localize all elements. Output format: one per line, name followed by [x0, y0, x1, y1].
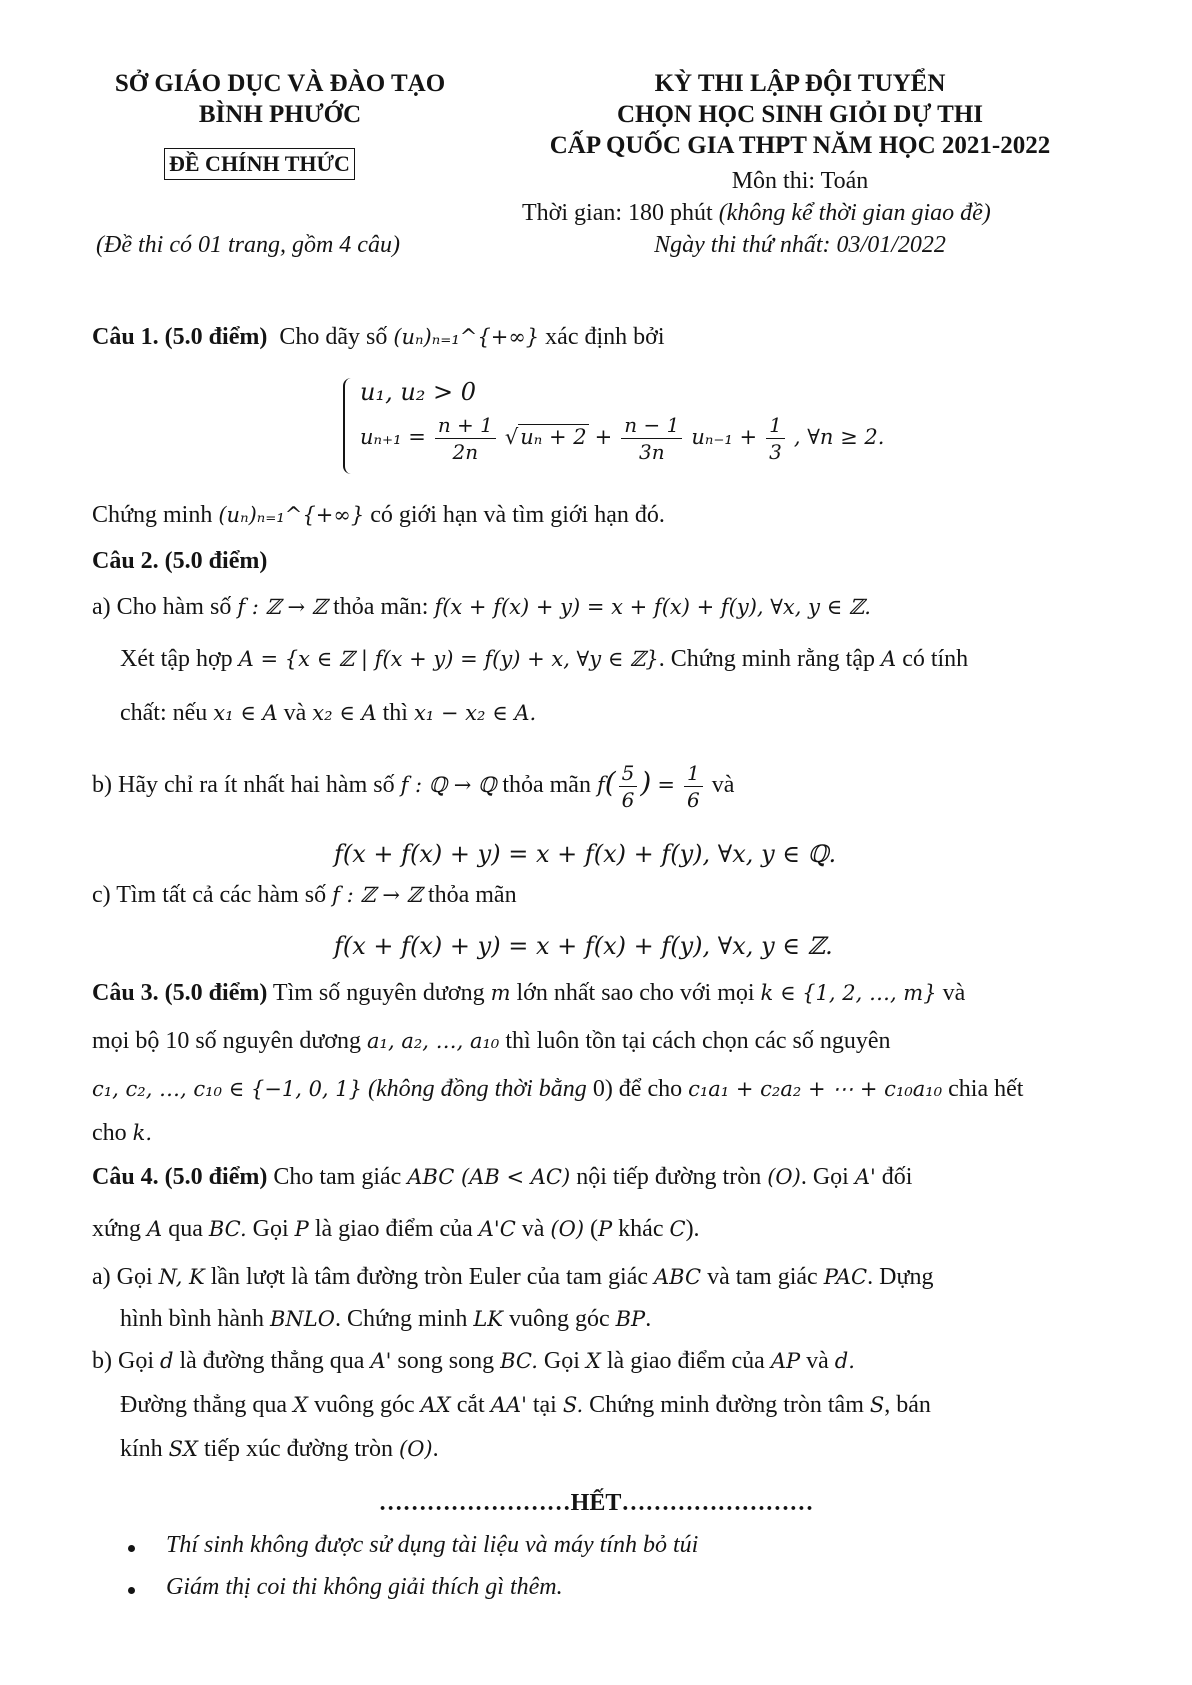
- q1-frac3-den: 3: [769, 440, 782, 464]
- q2b-frac1: [619, 760, 638, 813]
- official-stamp-box: ĐỀ CHÍNH THỨC: [164, 148, 355, 180]
- q4-l2c: Gọi: [252, 1216, 289, 1242]
- exam-title-line3: CẤP QUỐC GIA THPT NĂM HỌC 2021-2022: [549, 132, 1051, 159]
- q4-label: Câu 4. (5.0 điểm): [92, 1164, 268, 1190]
- q3-line2: [92, 1028, 891, 1055]
- q3-l1m: m: [490, 981, 511, 1005]
- q4-l2-bc: BC.: [208, 1217, 247, 1241]
- q2a-set-line: [120, 646, 968, 673]
- q4-l1o: (O): [767, 1165, 801, 1189]
- q2b-line: b) Hãy chỉ ra ít nhất hai hàm số f : ℚ → ℚ thỏa mãn f( $\frac{5}{6}$ ) = $\frac{1}{6}$ và: [92, 761, 735, 812]
- q4b-l1a: b) Gọi: [92, 1348, 154, 1374]
- q4b-l2b: vuông góc: [313, 1392, 415, 1418]
- q4a-l1a: a) Gọi: [92, 1264, 153, 1290]
- q4b-l2c: cắt: [456, 1392, 485, 1418]
- q1-system-brace: [343, 378, 351, 474]
- q1-frac2-den: 3n: [638, 440, 665, 464]
- q4b-sx: SX: [168, 1437, 199, 1461]
- q4b-line2: [120, 1392, 931, 1419]
- q4a-l2b: . Chứng minh: [334, 1306, 468, 1332]
- q3-line4: [92, 1120, 152, 1147]
- q4a-line2: [120, 1306, 651, 1333]
- q4b-d2: d.: [834, 1349, 855, 1373]
- exam-title-line1: KỲ THI LẬP ĐỘI TUYỂN: [654, 70, 946, 97]
- q1-mid: uₙ₋₁ +: [691, 425, 758, 450]
- q4b-l3b: tiếp xúc đường tròn: [204, 1436, 394, 1462]
- q2c-equation: f(x + f(x) + y) = x + f(x) + f(y), ∀x, y ∈ ℤ.: [334, 932, 833, 960]
- q2a-set-a: A: [881, 647, 897, 671]
- q2a-prop-2: x₂ ∈ A: [312, 701, 377, 725]
- q3-l3m: c₁, c₂, …, c₁₀ ∈ {−1, 0, 1}: [92, 1077, 363, 1101]
- q2a-map: f : ℤ → ℤ: [237, 595, 328, 619]
- q2a-prop-and: và: [283, 700, 307, 726]
- exam-title: [480, 68, 1120, 161]
- q2a-property-line: [120, 700, 536, 727]
- q4-line1: [92, 1164, 912, 1191]
- bullet-icon: [128, 1545, 135, 1552]
- q4b-ax: AX: [420, 1393, 451, 1417]
- q2a-prop-3: x₁ − x₂ ∈ A.: [413, 701, 537, 725]
- footer-note-2: Giám thị coi thi không giải thích gì thêm.: [166, 1574, 563, 1600]
- q3-l1k: k ∈ {1, 2, …, m}: [760, 981, 937, 1005]
- q2b-and: và: [711, 772, 735, 799]
- q4-l2h: ).: [685, 1216, 700, 1242]
- footer-note-1: Thí sinh không được sử dụng tài liệu và máy tính bỏ túi: [166, 1532, 699, 1558]
- q2a-prop-then: thì: [382, 700, 408, 726]
- page-count-note: (Đề thi có 01 trang, gồm 4 câu): [96, 232, 400, 258]
- q3-l4: cho: [92, 1120, 127, 1146]
- q2a-prefix: a) Cho hàm số: [92, 594, 232, 620]
- q4b-line1: [92, 1348, 855, 1375]
- q4-l1a: Cho tam giác: [273, 1164, 402, 1190]
- exam-subject: Môn thi: Toán: [731, 168, 869, 194]
- q4-line2: [92, 1216, 700, 1243]
- q4a-bnlo: BNLO: [270, 1307, 335, 1331]
- q1-prove-line: [92, 502, 665, 529]
- q4-l2-A: A: [147, 1217, 163, 1241]
- q3-l2b: thì luôn tồn tại cách chọn các số nguyên: [505, 1028, 891, 1054]
- q4-l2-o: (O): [550, 1217, 585, 1241]
- q2c-prefix: c) Tìm tất cả các hàm số: [92, 882, 327, 908]
- exam-time: [522, 200, 991, 227]
- q4b-s: S.: [562, 1393, 584, 1417]
- q1-frac3: [766, 412, 785, 465]
- q1-frac1: [435, 412, 496, 465]
- q1-prove-suffix: có giới hạn và tìm giới hạn đó.: [370, 502, 665, 528]
- q4b-aa: AA': [490, 1393, 527, 1417]
- q2b-mid: thỏa mãn: [502, 772, 591, 799]
- q4b-apm: AP: [770, 1349, 801, 1373]
- end-mark: ……………………HẾT……………………: [378, 1490, 814, 1516]
- bullet-icon: [128, 1587, 135, 1594]
- q2b-frac1-den: 6: [621, 788, 635, 812]
- exam-time-label: Thời gian: 180 phút: [522, 200, 719, 226]
- q1-label: Câu 1. (5.0 điểm): [92, 324, 268, 350]
- q4-l2-ac: A'C: [478, 1217, 516, 1241]
- q1-rec-lhs: uₙ₊₁ =: [360, 425, 426, 450]
- q4-l1c: . Gọi: [800, 1164, 849, 1190]
- q1-frac2: [621, 412, 682, 465]
- q4-l2e: và: [521, 1216, 545, 1242]
- q2-label: Câu 2. (5.0 điểm): [92, 548, 268, 574]
- q2a-prop-1: x₁ ∈ A: [213, 701, 278, 725]
- q2a-prop-prefix: chất: nếu: [120, 700, 208, 726]
- q3-l2a: mọi bộ 10 số nguyên dương: [92, 1028, 362, 1054]
- q3-l4k: k.: [132, 1121, 153, 1145]
- q4b-l3a: kính: [120, 1436, 163, 1462]
- q4b-l3c: .: [432, 1436, 439, 1462]
- q4b-l2e: Chứng minh đường tròn tâm: [589, 1392, 864, 1418]
- department-line1: SỞ GIÁO DỤC VÀ ĐÀO TẠO: [114, 70, 446, 97]
- q2b-f: f: [596, 773, 605, 798]
- q4a-abc: ABC: [654, 1265, 702, 1289]
- q1-recurrence: uₙ₊₁ = $\frac{n + 1}{2n}$ √uₙ + 2 + $\frac{n - 1}{3n}$ uₙ₋₁ + $\frac{1}{3}$ , ∀n ≥ 2.: [360, 413, 885, 464]
- q4b-d: d: [160, 1349, 174, 1373]
- q1-prove-seq: (uₙ)ₙ₌₁^{+∞}: [218, 503, 365, 527]
- q3-l3sum: c₁a₁ + c₂a₂ + ⋯ + c₁₀a₁₀: [688, 1077, 943, 1101]
- q1-frac1-den: 2n: [452, 440, 479, 464]
- q4-l1d: đối: [881, 1164, 913, 1190]
- exam-time-note: (không kể thời gian giao đề): [718, 200, 991, 226]
- q4b-bc: BC.: [500, 1349, 538, 1373]
- exam-date: Ngày thi thứ nhất: 03/01/2022: [654, 232, 946, 258]
- q4b-l2f: , bán: [884, 1392, 931, 1418]
- q1-condition: u₁, u₂ > 0: [360, 378, 477, 406]
- q4a-nk: N, K: [158, 1265, 205, 1289]
- q4-l1m: ABC (AB < AC): [407, 1165, 571, 1189]
- q4a-l2c: vuông góc: [508, 1306, 610, 1332]
- q2a-equation: f(x + f(x) + y) = x + f(x) + f(y), ∀x, y ∈ ℤ.: [434, 595, 871, 619]
- q4b-l1g: và: [806, 1348, 829, 1374]
- q4-l2-p2: P: [598, 1217, 613, 1241]
- q4b-l1e: Gọi: [543, 1348, 580, 1374]
- q1-defined: xác định bởi: [545, 324, 665, 350]
- q1-frac3-num: 1: [766, 412, 785, 439]
- q2c-line: [92, 882, 517, 909]
- exam-title-line2: CHỌN HỌC SINH GIỎI DỰ THI: [616, 101, 984, 128]
- q4a-line1: [92, 1264, 933, 1291]
- q4a-l2d: .: [645, 1306, 652, 1332]
- department-line2: BÌNH PHƯỚC: [198, 101, 362, 128]
- q4a-l1d: . Dựng: [867, 1264, 934, 1290]
- q1-intro: Cho dãy số: [279, 324, 388, 350]
- q3-l3b: 0) để cho: [592, 1076, 683, 1102]
- q3-l3c: chia hết: [948, 1076, 1024, 1102]
- q4b-o: (O): [399, 1437, 433, 1461]
- q2b-frac2-num: 1: [684, 760, 703, 787]
- q1-frac2-num: n − 1: [621, 412, 682, 439]
- q4b-l2x: X: [293, 1393, 308, 1417]
- q2c-map: f : ℤ → ℤ: [332, 883, 422, 907]
- q4-l2a: xứng: [92, 1216, 142, 1242]
- q1-tail: , ∀n ≥ 2.: [793, 425, 885, 450]
- q2c-mid: thỏa mãn: [427, 882, 517, 908]
- q4b-l1b: là đường thẳng qua: [179, 1348, 365, 1374]
- q3-l1a: Tìm số nguyên dương: [272, 980, 485, 1006]
- q1-intro-line: [92, 324, 665, 351]
- q4-l2-p: P: [294, 1217, 309, 1241]
- q4-l2b: qua: [168, 1216, 203, 1242]
- q3-l1c: và: [942, 980, 966, 1006]
- q2b-map: f : ℚ → ℚ: [400, 773, 497, 798]
- q4b-line3: [120, 1436, 439, 1463]
- q2a-line: [92, 594, 871, 621]
- q2b-equation: f(x + f(x) + y) = x + f(x) + f(y), ∀x, y ∈ ℚ.: [334, 840, 837, 868]
- q2b-prefix: b) Hãy chỉ ra ít nhất hai hàm số: [92, 772, 395, 799]
- q4b-l1c: song song: [397, 1348, 495, 1374]
- q4-l2f: (: [590, 1216, 599, 1242]
- q3-l3it: (không đồng thời bằng: [368, 1076, 587, 1102]
- q1-prove-prefix: Chứng minh: [92, 502, 213, 528]
- q4b-s2: S: [869, 1393, 885, 1417]
- q2a-set-def: A = {x ∈ ℤ | f(x + y) = f(y) + x, ∀y ∈ ℤ}: [238, 647, 659, 671]
- q4-l2-c: C: [669, 1217, 686, 1241]
- q4b-l2d: tại: [532, 1392, 557, 1418]
- q1-sequence: (uₙ)ₙ₌₁^{+∞}: [393, 325, 540, 349]
- q4b-x: X: [585, 1349, 601, 1373]
- q4a-lk: LK: [473, 1307, 503, 1331]
- q4a-l2a: hình bình hành: [120, 1306, 264, 1332]
- q3-l1b: lớn nhất sao cho với mọi: [516, 980, 755, 1006]
- q4b-l1f: là giao điểm của: [606, 1348, 765, 1374]
- q3-line1: [92, 980, 965, 1007]
- q4a-l1b: lần lượt là tâm đường tròn Euler của tam giác: [210, 1264, 648, 1290]
- q1-sqrt: uₙ + 2: [520, 425, 587, 450]
- q2a-set-suffix: . Chứng minh rằng tập: [658, 646, 876, 672]
- q2b-frac1-num: 5: [619, 760, 638, 787]
- q4a-l1c: và tam giác: [707, 1264, 818, 1290]
- q1-frac1-num: n + 1: [435, 412, 496, 439]
- q4-l2d: là giao điểm của: [314, 1216, 473, 1242]
- q2b-frac2-den: 6: [686, 788, 700, 812]
- q4-l1ap: A': [854, 1165, 876, 1189]
- q3-l2m: a₁, a₂, …, a₁₀: [367, 1029, 500, 1053]
- q2a-mid: thỏa mãn:: [333, 594, 429, 620]
- q4a-pac: PAC: [823, 1265, 868, 1289]
- q2a-set-end: có tính: [902, 646, 969, 672]
- q4-l1b: nội tiếp đường tròn: [576, 1164, 762, 1190]
- q2b-frac2: [684, 760, 703, 813]
- q3-label: Câu 3. (5.0 điểm): [92, 980, 268, 1006]
- q4b-ap: A': [370, 1349, 392, 1373]
- q4a-bp: BP: [615, 1307, 646, 1331]
- department-name: [70, 68, 490, 130]
- q4-l2g: khác: [618, 1216, 664, 1242]
- q2a-set-prefix: Xét tập hợp: [120, 646, 233, 672]
- q4b-l2a: Đường thẳng qua: [120, 1392, 288, 1418]
- q3-line3: [92, 1076, 1023, 1103]
